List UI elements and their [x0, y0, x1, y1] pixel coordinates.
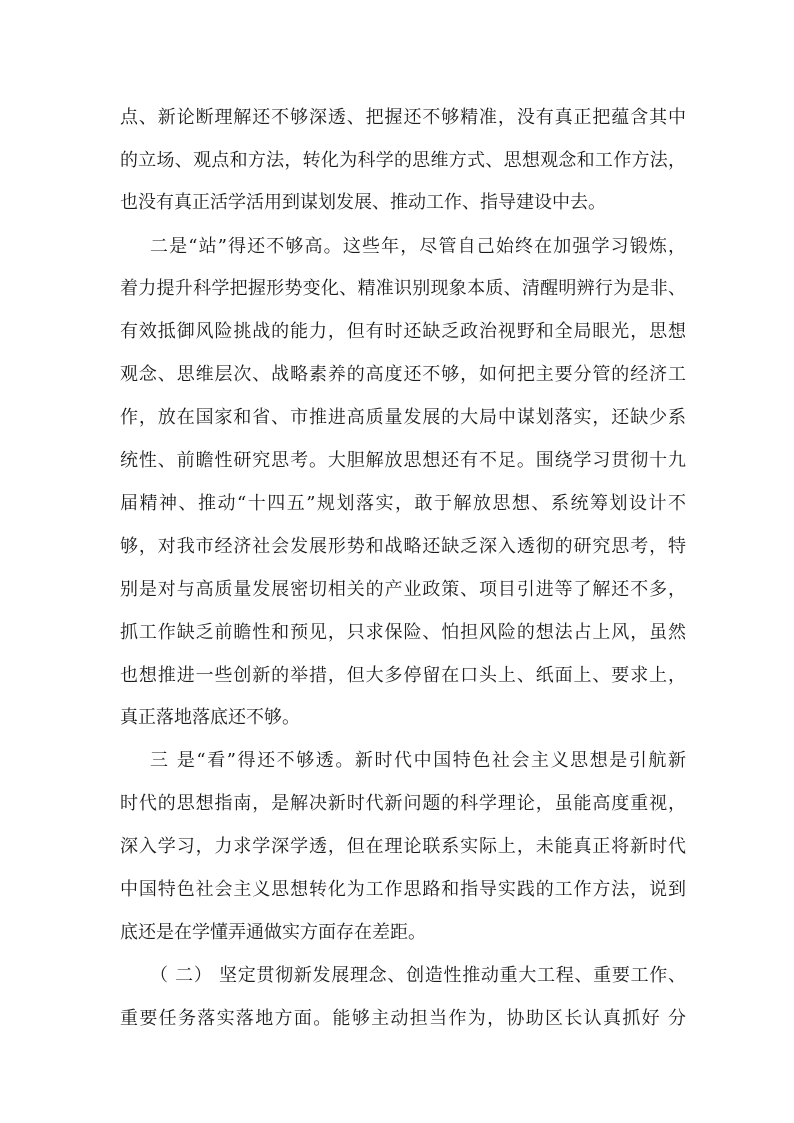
text-line: 别是对与高质量发展密切相关的产业政策、项目引进等了解还不多， [120, 579, 686, 600]
text-line: 统性、前瞻性研究思考。大胆解放思想还有不足。围绕学习贯彻十九 [120, 450, 686, 471]
section-heading-line: （ 二） 坚定贯彻新发展理念、创造性推动重大工程、重要工作、 [150, 965, 686, 986]
text-line: 有效抵御风险挑战的能力，但有时还缺乏政治视野和全局眼光，思想 [120, 321, 686, 342]
text-line: 深入学习，力求学深学透，但在理论联系实际上，未能真正将新时代 [120, 836, 686, 857]
text-line: 的立场、观点和方法，转化为科学的思维方式、思想观念和工作方法， [120, 150, 686, 171]
text-line: 够，对我市经济社会发展形势和战略还缺乏深入透彻的研究思考，特 [120, 536, 686, 557]
text-line: 底还是在学懂弄通做实方面存在差距。 [120, 922, 426, 943]
paragraph-start-line: 二是“站”得还不够高。这些年，尽管自己始终在加强学习锻炼， [150, 236, 686, 257]
text-line: 观念、思维层次、战略素养的高度还不够，如何把主要分管的经济工 [120, 364, 686, 385]
text-line: 时代的思想指南，是解决新时代新问题的科学理论，虽能高度重视， [120, 793, 686, 814]
text-line: 着力提升科学把握形势变化、精准识别现象本质、清醒明辨行为是非、 [120, 278, 686, 299]
text-line: 也没有真正活学活用到谋划发展、推动工作、指导建设中去。 [120, 192, 606, 213]
text-line: 点、新论断理解还不够深透、把握还不够精准，没有真正把蕴含其中 [120, 107, 686, 128]
paragraph-start-line: 三 是“看”得还不够透。新时代中国特色社会主义思想是引航新 [150, 750, 686, 771]
text-line: 中国特色社会主义思想转化为工作思路和指导实践的工作方法，说到 [120, 879, 686, 900]
text-line: 重要任务落实落地方面。能够主动担当作为，协助区长认真抓好 分 [120, 1008, 686, 1029]
text-line: 抓工作缺乏前瞻性和预见，只求保险、怕担风险的想法占上风，虽然 [120, 622, 686, 643]
text-line: 也想推进一些创新的举措，但大多停留在口头上、纸面上、要求上， [120, 665, 686, 686]
text-line: 作，放在国家和省、市推进高质量发展的大局中谋划落实，还缺少系 [120, 407, 686, 428]
text-line: 届精神、推动“十四五”规划落实，敢于解放思想、系统筹划设计不 [120, 493, 686, 514]
text-line: 真正落地落底还不够。 [120, 707, 300, 728]
